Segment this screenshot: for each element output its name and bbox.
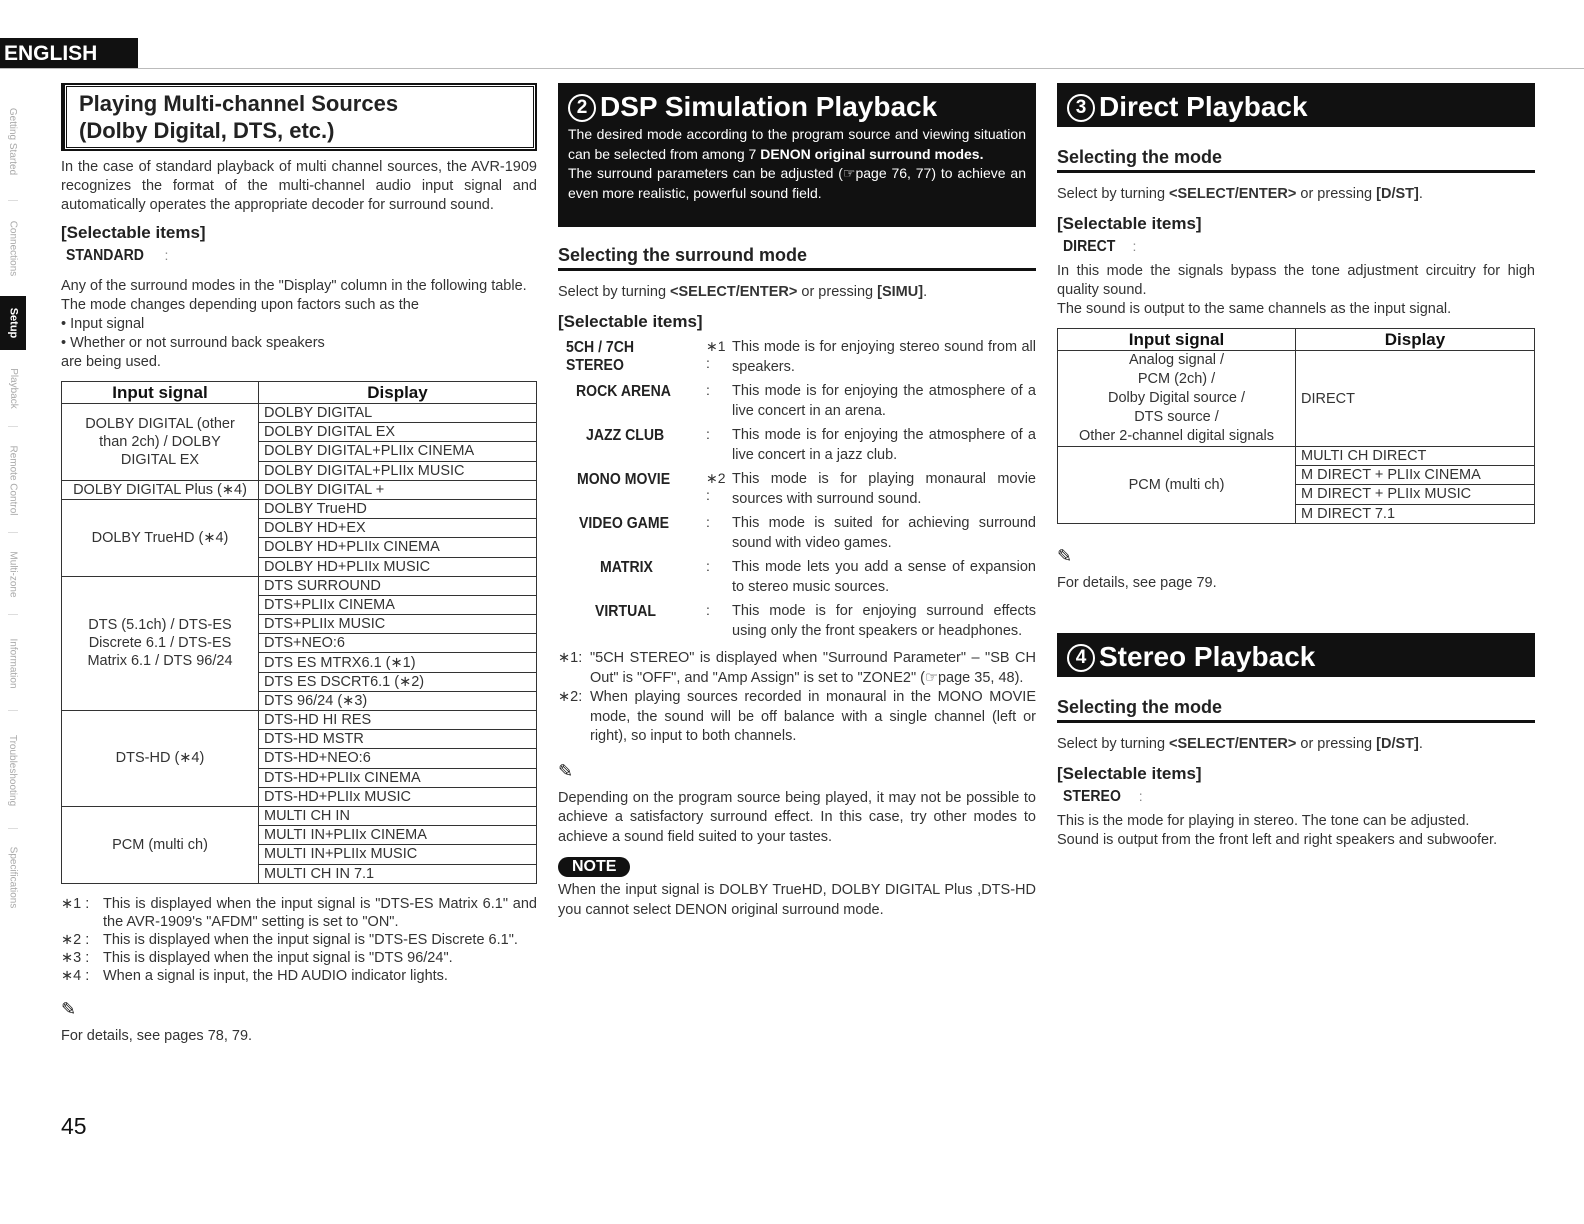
side-tab-connections[interactable] [0,204,26,292]
intro-bold: DENON original surround modes. [760,145,984,162]
mode-name-cell [558,382,702,421]
display-cell: DTS-HD+PLIIx MUSIC [259,787,537,806]
display-cell: DOLBY HD+EX [259,519,537,538]
section-title-direct [1067,89,1525,125]
display-cell: DOLBY HD+PLIIx CINEMA [259,538,537,557]
display-cell: DTS SURROUND [259,576,537,595]
footnote [558,649,1036,688]
footnote [61,949,537,967]
input-cell: PCM (multi ch) [1058,447,1296,524]
list-item [558,514,1036,553]
input-cell: DOLBY TrueHD (∗4) [62,499,259,576]
input-cell [1058,351,1296,447]
side-tab-remote-control[interactable] [0,430,26,530]
display-cell: DOLBY DIGITAL EX [259,423,537,442]
note-badge: NOTE [558,857,630,877]
input-cell: PCM (multi ch) [62,806,259,883]
mode-description: This mode lets you add a sense of expansion to stereo music sources. [732,559,1036,595]
table-row [1058,447,1535,466]
stereo-header [1057,633,1535,677]
display-cell: MULTI CH IN [259,806,537,825]
footnote-text: This is displayed when the input signal is "DTS-ES Discrete 6.1". [103,931,518,948]
subheading: Selecting the mode [1057,697,1535,723]
text: . [1418,186,1423,202]
mode-description: This mode is suited for achieving surround sound with video games. [732,515,1036,551]
mode-row [1057,238,1535,256]
mode-name-cell [558,426,702,465]
mode-mark: : [706,382,710,398]
footnote-key: ∗2 : [61,931,90,948]
display-cell: MULTI CH DIRECT [1296,447,1535,466]
title-text: Stereo Playback [1099,640,1316,672]
section-title-multichannel [61,83,537,151]
table-header: Display [1296,329,1535,351]
input-line: PCM (2ch) / [1137,371,1216,387]
title-line: (Dolby Digital, DTS, etc.) [79,118,335,143]
mode-name: STANDARD [66,247,144,264]
title-text: Direct Playback [1099,91,1308,122]
display-cell: DTS-HD+NEO:6 [259,749,537,768]
side-tab-troubleshooting[interactable] [0,714,26,826]
side-tab-label: Information [7,637,19,689]
mode-description: This mode is for enjoying stereo sound from all speakers. [732,339,1036,375]
footnote-key: ∗4 : [61,967,90,984]
input-cell: DTS-HD (∗4) [62,711,259,807]
table-row [62,404,537,423]
side-tab-label: Multi-zone [7,550,19,598]
list-item [558,382,1036,421]
mode-description: are being used. [61,354,161,370]
table-row [62,711,537,730]
mode-name: 5CH / 7CH STEREO [566,339,635,374]
mode-name: VIDEO GAME [578,515,669,532]
key-name: [SIMU] [877,284,924,300]
number-circle-icon: 3 [1067,94,1095,122]
list-item [558,338,1036,377]
pencil-icon: ✎ [558,760,574,781]
display-cell: DTS ES MTRX6.1 (∗1) [259,653,537,672]
mode-description: Sound is output from the front left and right speakers and subwoofer. [1057,831,1498,848]
side-tab-label: Connections [7,220,19,276]
display-cell: DOLBY DIGITAL [259,404,537,423]
display-cell: M DIRECT + PLIIx CINEMA [1296,466,1535,485]
middle-column [558,83,1036,920]
side-tab-playback[interactable] [0,352,26,424]
mode-colon: : [1138,787,1143,804]
side-tab-getting-started[interactable] [0,84,26,198]
dsp-header [558,83,1036,227]
mode-list [558,338,1036,641]
mode-description: The sound is output to the same channels as the input signal. [1057,301,1452,317]
footnote-text: This is displayed when the input signal is "DTS 96/24". [103,949,453,966]
display-cell: DTS+PLIIx MUSIC [259,615,537,634]
selectable-heading: [Selectable items] [1057,763,1202,783]
key-name: <SELECT/ENTER> [670,284,798,300]
display-cell: DTS 96/24 (∗3) [259,691,537,710]
text: Select by turning [1057,186,1170,202]
intro-text: In the case of standard playback of multi channel sources, the AVR-1909 recognizes the format of the multi-channel audio input signal and automatically operates the appropriate decoder for surround sound. [61,159,537,213]
footnote-key: ∗1: [558,650,583,666]
display-cell: DTS+PLIIx CINEMA [259,595,537,614]
title-text: DSP Simulation Playback [600,91,938,122]
side-tab-label: Getting Started [7,107,19,175]
mode-name: MONO MOVIE [577,471,671,488]
mode-name: JAZZ CLUB [585,427,664,444]
text: or pressing [1296,735,1377,752]
note-text: When the input signal is DOLBY TrueHD, DOLBY DIGITAL Plus ,DTS-HD you cannot select DENON original surround mode. [558,882,1036,918]
list-item [558,558,1036,597]
footnotes [558,649,1036,747]
section-title-stereo [1067,639,1525,675]
display-cell: DOLBY TrueHD [259,499,537,518]
selectable-heading: [Selectable items] [61,223,206,242]
footnote-text: This is displayed when the input signal is "DTS-ES Matrix 6.1" and the AVR-1909's "AFDM" setting is set to "ON". [103,895,537,930]
display-cell: M DIRECT + PLIIx MUSIC [1296,485,1535,504]
input-cell: DTS (5.1ch) / DTS-ES Discrete 6.1 / DTS-ES Matrix 6.1 / DTS 96/24 [62,576,259,710]
footnote [558,688,1036,747]
display-cell: DTS ES DSCRT6.1 (∗2) [259,672,537,691]
input-line: DTS source / [1134,409,1219,425]
mode-name-cell [558,558,702,597]
table-header: Input signal [1058,329,1296,351]
input-cell: DOLBY DIGITAL (other than 2ch) / DOLBY DIGITAL EX [62,404,259,481]
display-cell: DIRECT [1296,351,1535,447]
mode-mark: ∗1 : [706,338,726,371]
mode-row [61,247,537,265]
side-tab-information[interactable] [0,618,26,708]
pencil-icon: ✎ [61,998,77,1019]
mode-name-cell [558,602,702,641]
side-tab-label: Troubleshooting [7,734,19,806]
mode-description: This mode is for enjoying surround effects using only the front speakers or headphones. [732,603,1036,639]
display-cell: MULTI IN+PLIIx CINEMA [259,826,537,845]
table-header: Input signal [62,382,259,404]
display-cell: DTS+NEO:6 [259,634,537,653]
mode-mark: : [706,602,710,618]
selectable-heading: [Selectable items] [558,312,703,331]
display-cell: DOLBY DIGITAL + [259,480,537,499]
mode-name: VIRTUAL [595,603,657,620]
display-cell: MULTI IN+PLIIx MUSIC [259,845,537,864]
list-item [558,470,1036,509]
input-line: Other 2-channel digital signals [1078,428,1275,444]
text: . [1418,735,1423,752]
mode-name-cell [558,338,702,377]
number-circle-icon: 4 [1067,644,1095,672]
mode-mark: : [706,558,710,574]
footnote-text: When a signal is input, the HD AUDIO indicator lights. [103,967,448,984]
input-line: Analog signal / [1128,352,1225,368]
standard-mode-table [61,381,537,884]
bullet-item: • Whether or not surround back speakers [61,335,325,351]
input-cell: DOLBY DIGITAL Plus (∗4) [62,480,259,499]
footnote-key: ∗1 : [61,895,90,912]
side-tab-setup[interactable] [0,296,26,350]
select-instruction [1057,735,1535,754]
list-item [558,426,1036,465]
side-tab-multi-zone[interactable] [0,536,26,612]
details-text: For details, see page 79. [1057,574,1217,591]
mode-description: The mode changes depending upon factors such as the [61,297,419,313]
display-cell: DTS-HD HI RES [259,711,537,730]
side-tab-label: Remote Control [7,444,19,516]
mode-name: ROCK ARENA [576,383,671,400]
select-instruction [558,283,1036,302]
footnote [61,895,537,931]
display-cell: DTS-HD+PLIIx CINEMA [259,768,537,787]
side-tab-specifications[interactable] [0,832,26,922]
table-row [62,480,537,499]
divider [8,532,18,533]
key-name: <SELECT/ENTER> [1169,735,1297,752]
table-row [62,806,537,825]
list-item [558,602,1036,641]
mode-mark: : [706,514,710,530]
mode-name-cell [558,514,702,553]
key-name: <SELECT/ENTER> [1169,186,1297,202]
footnotes [61,895,537,985]
table-header: Display [259,382,537,404]
mode-description: This mode is for enjoying the atmosphere of a live concert in an arena. [732,383,1036,419]
mode-description: This is the mode for playing in stereo. The tone can be adjusted. [1057,812,1470,829]
intro-text: The desired mode according to the program source and viewing situation can be selected from among 7 [568,126,1026,162]
direct-mode-table [1057,328,1535,524]
bullet-item: • Input signal [61,316,145,332]
display-cell: MULTI CH IN 7.1 [259,864,537,883]
footnote-text: "5CH STEREO" is displayed when "Surround Parameter" – "SB CH Out" is "OFF", and "Amp Assign" is set to "ZONE2" (☞page 35, 48). [590,650,1036,686]
footnote-key: ∗3 : [61,949,90,966]
key-name: [D/ST] [1376,735,1419,752]
dsp-intro [568,125,1026,164]
title-line: Playing Multi-channel Sources [79,91,399,116]
side-tab-label: Specifications [7,846,19,908]
mode-colon: : [164,247,169,263]
selectable-heading: [Selectable items] [1057,214,1202,233]
divider [8,828,18,829]
direct-header [1057,83,1535,127]
mode-description: In this mode the signals bypass the tone adjustment circuitry for high quality sound. [1057,263,1535,298]
select-instruction [1057,185,1535,204]
page-number: 45 [61,1113,87,1139]
display-cell: DOLBY HD+PLIIx MUSIC [259,557,537,576]
subheading: Selecting the surround mode [558,245,1036,271]
mode-mark: ∗2 : [706,470,726,503]
subheading: Selecting the mode [1057,147,1535,173]
mode-name: DIRECT [1063,238,1116,255]
text: Select by turning [558,284,671,300]
side-tab-label: Playback [7,367,19,409]
mode-name-cell [558,470,702,509]
language-tab: ENGLISH [0,38,138,68]
divider [8,614,18,615]
display-cell: M DIRECT 7.1 [1296,504,1535,523]
pencil-icon: ✎ [1057,545,1073,566]
text: or pressing [797,284,878,300]
mode-description: This mode is for playing monaural movie sources with surround sound. [732,471,1036,507]
mode-mark: : [706,426,710,442]
number-circle-icon: 2 [568,94,596,122]
details-text: For details, see pages 78, 79. [61,1027,253,1044]
footnote [61,931,537,949]
text: Select by turning [1057,735,1170,752]
mode-row [1057,788,1535,806]
key-name: [D/ST] [1376,186,1419,202]
dsp-intro: The surround parameters can be adjusted (☞page 76, 77) to achieve an even more realistic, powerful sound field. [568,165,1026,201]
right-column [1057,83,1535,850]
display-cell: DOLBY DIGITAL+PLIIx CINEMA [259,442,537,461]
text: or pressing [1296,186,1377,202]
table-row [1058,351,1535,447]
left-column [61,83,537,1046]
text: . [923,284,928,300]
side-tab-strip [0,84,26,944]
mode-description: Any of the surround modes in the "Display" column in the following table. [61,278,527,294]
divider [8,710,18,711]
divider [8,200,18,201]
footnote [61,967,537,985]
table-row [62,576,537,595]
input-line: Dolby Digital source / [1108,390,1245,406]
display-cell: DOLBY DIGITAL+PLIIx MUSIC [259,461,537,480]
display-cell: DTS-HD MSTR [259,730,537,749]
mode-colon: : [1132,238,1137,254]
mode-name: MATRIX [599,559,653,576]
section-title-dsp [568,89,1026,125]
header-rule [0,68,1584,69]
table-row [62,499,537,518]
mode-description: This mode is for enjoying the atmosphere of a live concert in a jazz club. [732,427,1036,463]
mode-name: STEREO [1063,787,1121,805]
footnote-text: When playing sources recorded in monaural in the MONO MOVIE mode, the sound will be off balance with a single channel (left or right), so input to both channels. [590,689,1036,744]
side-tab-label: Setup [7,307,19,339]
divider [8,426,18,427]
tip-text: Depending on the program source being played, it may not be possible to achieve a satisfactory surround effect. In this case, try other modes to achieve a sound field suited to your tastes. [558,789,1036,845]
footnote-key: ∗2: [558,689,583,705]
